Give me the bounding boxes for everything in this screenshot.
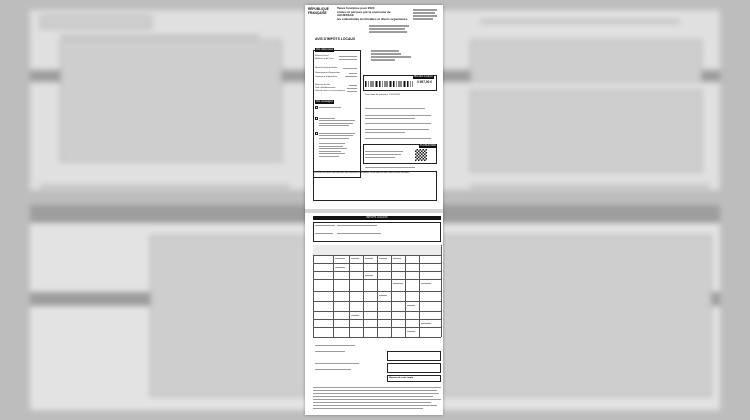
address-line <box>369 25 409 27</box>
summary-line <box>337 225 377 226</box>
lower-line <box>315 363 359 364</box>
logo-line2: FRANÇAISE <box>308 10 327 15</box>
table-cell <box>421 283 431 284</box>
message-line <box>319 148 347 149</box>
date-limite-label: Date limite de paiement <box>365 94 388 96</box>
checkbox-icon <box>315 106 318 109</box>
table-cell <box>335 258 345 259</box>
message-line <box>319 133 355 134</box>
ref-line <box>413 15 437 17</box>
header-title-2: votées et perçues par la commune de <box>337 9 391 14</box>
blurred-line <box>40 185 290 188</box>
message-line <box>319 135 353 136</box>
fine-print-line <box>313 405 437 406</box>
recipient-line <box>371 50 399 52</box>
message-line <box>319 125 349 126</box>
table-col <box>363 245 364 337</box>
table-cell <box>407 305 415 306</box>
info-line <box>365 167 415 168</box>
value-placeholder <box>343 68 357 69</box>
fine-print-line <box>313 399 441 400</box>
flashcode-line <box>365 151 403 152</box>
table-col <box>349 245 350 337</box>
table-cell <box>335 267 345 268</box>
table-col <box>391 245 392 337</box>
numero-fiscal-label: Numéro fiscal <box>315 55 329 57</box>
info-line <box>365 118 415 119</box>
lower-box <box>387 351 441 361</box>
value-placeholder <box>349 73 357 74</box>
info-line <box>365 129 429 130</box>
info-line <box>365 138 431 139</box>
references-header: Vos références <box>316 48 334 51</box>
lower-line <box>315 345 355 346</box>
montant-header: Montant à payer <box>414 75 433 78</box>
flashcode-line <box>365 157 395 158</box>
avis-title: AVIS D'IMPÔTS LOCAUX <box>315 37 356 41</box>
table-cell <box>351 258 359 259</box>
table-row <box>313 337 441 338</box>
recipient-line <box>371 56 411 58</box>
numero-role-label: Numéro de rôle <box>315 84 331 86</box>
value-placeholder <box>339 56 357 57</box>
reference-avis-label: Référence de l'avis <box>315 58 334 60</box>
numero-proprietaire-label: Numéro de propriétaire <box>315 67 338 69</box>
blurred-block <box>470 90 702 172</box>
fine-print-line <box>313 393 439 394</box>
summary-line <box>315 233 333 234</box>
fine-print-line <box>313 387 441 388</box>
lower-line <box>315 351 345 352</box>
flashcode-header: FLASHCODE <box>420 144 436 147</box>
table-cell <box>379 258 387 259</box>
table-col <box>419 245 420 337</box>
recipient-line <box>371 53 401 55</box>
footer-note: Les taxes foncières sont affectées aux collectivités territoriales. Seule elles ont leurs dont les taux sont fixés. <box>314 172 410 174</box>
header-title-3: AGUESSAC <box>337 13 355 18</box>
address-line <box>369 31 407 33</box>
blurred-line <box>480 20 680 23</box>
logo-line1: RÉPUBLIQUE <box>308 7 329 11</box>
fine-print-line <box>313 390 437 391</box>
blurred-block <box>470 40 702 82</box>
lower-line <box>315 369 351 370</box>
header-title-1: Taxes foncières pour 2024 <box>337 6 375 10</box>
ref-line <box>413 18 433 20</box>
fine-print-line <box>313 402 431 403</box>
qr-code-icon <box>415 149 427 161</box>
date-recouvrement-label: Date de mise en recouvrement <box>315 90 345 92</box>
blurred-line <box>60 35 260 38</box>
tax-document <box>305 5 443 415</box>
table-col <box>441 245 442 337</box>
message-line <box>319 107 341 108</box>
address-line <box>369 28 405 30</box>
message-line <box>319 156 339 157</box>
value-placeholder <box>347 88 357 89</box>
table-col <box>405 245 406 337</box>
table-col <box>313 245 314 337</box>
blurred-block <box>60 40 282 162</box>
message-line <box>319 120 355 121</box>
table-cell <box>351 315 359 316</box>
ref-line <box>413 12 435 14</box>
info-line <box>365 108 425 109</box>
messages-header: Vos messages <box>316 100 333 103</box>
summary-line <box>337 233 381 234</box>
departement-label: Département d'imposition <box>315 72 340 74</box>
message-line <box>319 118 335 119</box>
summary-line <box>315 225 335 226</box>
info-line <box>365 115 431 116</box>
lower-box <box>387 363 441 373</box>
table-cell <box>393 258 401 259</box>
ref-line <box>413 9 437 11</box>
total-label: Montant de votre impôt <box>389 377 414 379</box>
checkbox-icon <box>315 117 318 120</box>
table-header-row <box>313 245 441 255</box>
date-etablissement-label: Date d'établissement <box>315 87 336 89</box>
message-line <box>319 146 343 147</box>
recipient-line <box>371 59 395 61</box>
checkbox-icon <box>315 132 318 135</box>
message-line <box>319 153 345 154</box>
value-placeholder <box>349 85 357 86</box>
page-separator <box>305 209 443 213</box>
total-box <box>387 375 441 382</box>
table-col <box>377 245 378 337</box>
table-cell <box>407 331 415 332</box>
fine-print-line <box>313 408 423 409</box>
table-cell <box>393 283 403 284</box>
value-placeholder <box>345 76 357 77</box>
bottom-header: IMPÔTS LOCAUX <box>313 216 441 220</box>
value-placeholder <box>347 91 357 92</box>
blurred-line <box>470 185 710 188</box>
message-line <box>319 123 353 124</box>
date-limite-value: 15/10/2024 <box>389 94 400 96</box>
table-cell <box>379 295 387 296</box>
header-title-4: les collectivités territoriales et divers organismes <box>337 16 408 21</box>
table-cell <box>365 258 373 259</box>
info-line <box>365 132 405 133</box>
footer-box <box>313 171 437 201</box>
flashcode-line <box>365 154 401 155</box>
montant-value: 0 997,00 € <box>417 80 433 84</box>
barcode <box>365 81 413 87</box>
fine-print-line <box>313 396 433 397</box>
commune-label: Commune d'imposition <box>315 75 338 78</box>
message-line <box>319 151 341 152</box>
message-line <box>319 138 349 139</box>
info-line <box>365 123 431 124</box>
message-line <box>319 143 345 144</box>
blurred-block <box>40 15 152 29</box>
value-placeholder <box>339 59 357 60</box>
table-col <box>333 245 334 337</box>
table-cell <box>365 275 373 276</box>
table-cell <box>421 323 431 324</box>
